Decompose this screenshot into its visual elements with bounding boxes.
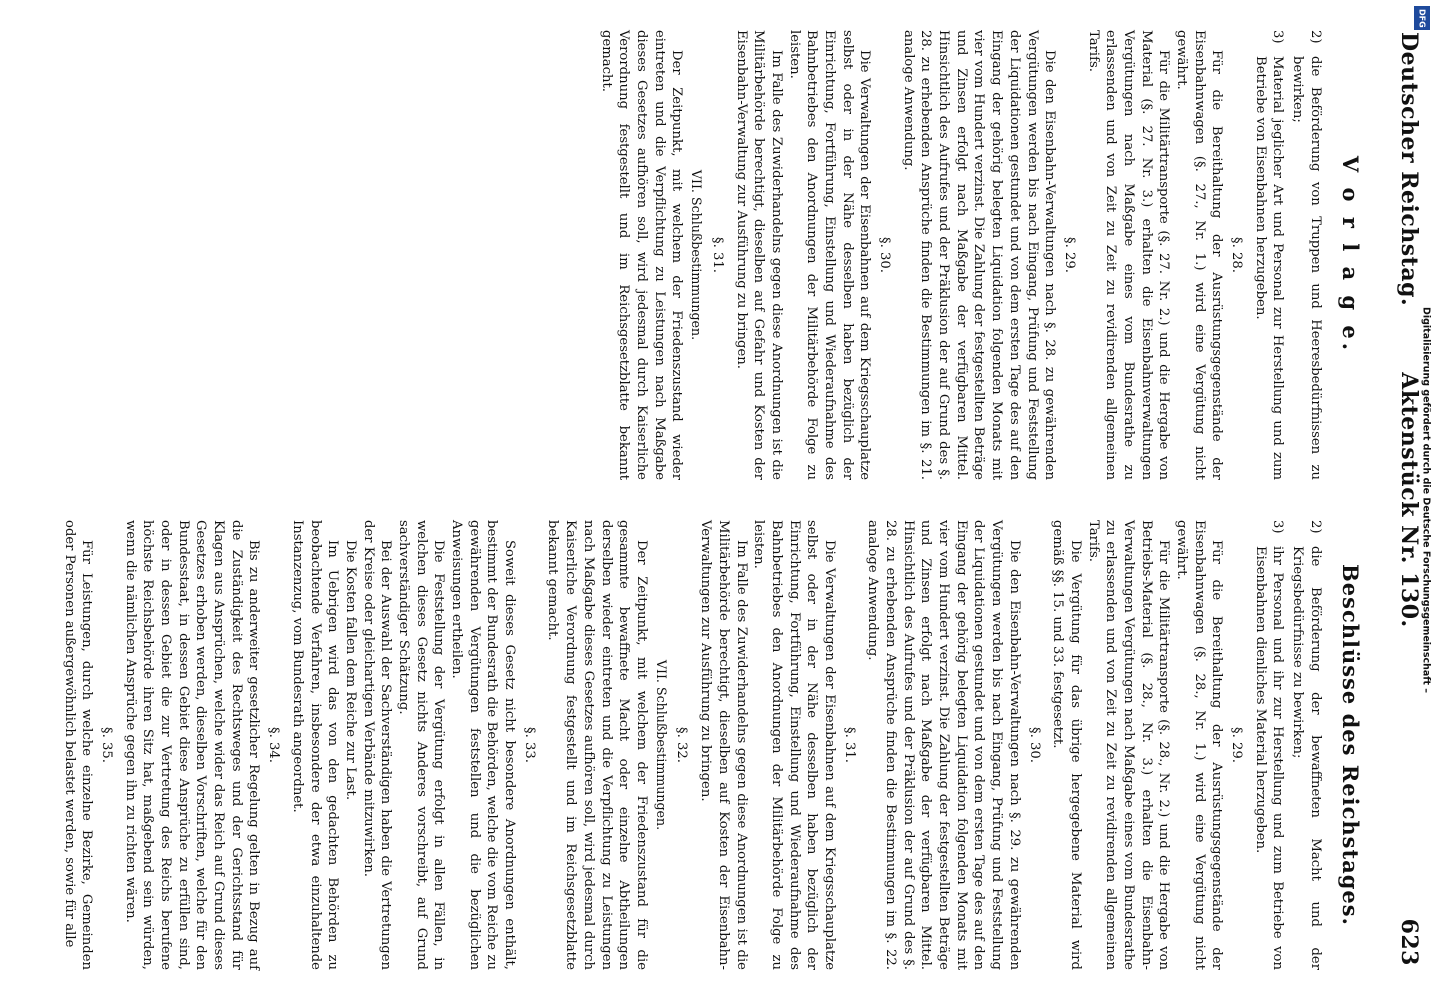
section-heading: §. 31. [709,237,725,273]
column-title: V o r l a g e. [1338,155,1363,355]
item-number: 3) [1270,30,1286,44]
item-number: 2) [1307,520,1323,534]
section-heading: §. 29. [1061,237,1077,273]
paragraph: Die Feststellung der Vergütung erfolgt in allen Fällen, in welchen dieses Gesetz nichts Anderes vorschreibt, auf Grund sachverständiger Schätzung. [396,520,447,970]
paragraph: Bis zu anderweiter gesetzlicher Regelung gelten in Bezug auf die Zuständigkeit des Rechtsweges und der Gerichtsstand für Klagen aus Ansprüchen, welche wider das Reich auf Grund dieses Gesetzes erhoben werden, dieselben Vorschriften, welche für den Bundesstaat, in dessen Gebiet diese Ansprüche zu erfüllen sind, oder in dessen Gebiet die zur Vertretung des Reichs berufene höchste Reichsbehörde ihren Sitz hat, maßgebend sein würden, wenn die nämlichen Ansprüche gegen ihn zu richten wären. [122,520,262,970]
section-heading: §. 33. [521,727,537,763]
item-text: Material jeglicher Art und Personal zur Herstellung und zum Betriebe von Eisenbahnen herzugeben. [1252,56,1286,480]
section-heading: §. 35. [99,727,114,763]
paragraph: Im Falle des Zuwiderhandelns gegen diese Anordnungen ist die Militärbehörde berechtigt, dieselben auf Kosten der Eisenbahn-Verwaltungen zur Ausführung zu bringen. [698,520,749,970]
section-heading: §. 34. [266,727,282,763]
paragraph: Für die Bereithaltung der Ausrüstungsgegenstände der Eisenbahnwagen (§. 27., Nr. 1.) wird eine Vergütung nicht gewährt. [1174,30,1225,480]
list-item [1289,30,1324,480]
right-column-beschluesse [61,520,1370,970]
paragraph: Die Verwaltungen der Eisenbahnen auf dem Kriegsschauplatze selbst oder in der Nähe desselben haben bezüglich der Einrichtung, Fortführung, Einstellung und Wiederaufnahme des Bahnbetriebes den Anordnungen der Militärbehörde Folge zu leisten. [751,520,837,970]
section-heading: §. 28. [1229,237,1245,273]
paragraph: Für Leistungen, durch welche einzelne Bezirke, Gemeinden oder Personen außergewöhnlich belastet werden, sowie für alle [61,520,95,970]
paragraph: Für die Militärtransporte (§. 27. Nr. 2.) und die Hergabe von Material (§. 27. Nr. 3.) erhalten die Eisenbahnverwaltungen Vergütungen nach Maßgabe eines vom Bundesrathe zu erlassenden und von Zeit zu Zeit zu revidirenden allgemeinen Tarifs. [1085,30,1172,480]
paragraph: Im Falle des Zuwiderhandelns gegen diese Anordnungen ist die Militärbehörde berechtigt, dieselben auf Gefahr und Kosten der Eisenbahn-Verwaltung zur Ausführung zu bringen. [733,30,784,480]
paragraph: Die Kosten fallen dem Reiche zur Last. [342,540,358,801]
item-text: die Beförderung der bewaffneten Macht und der Kriegsbedürfnisse zu bewirken; [1290,546,1323,970]
column-title: Beschlüsse des Reichstages. [1338,564,1363,926]
list-item [1289,520,1324,970]
item-number: 2) [1307,30,1323,44]
paragraph: Der Zeitpunkt, mit welchem der Friedenszustand für die gesammte bewaffnete Macht oder einzelne Abtheilungen derselben wieder eintreten und die Verpflichtung zu Leistungen nach Maßgabe dieses Gesetzes aufhören soll, wird jedesmal durch Kaiserliche Verordnung festgestellt und im Reichsgesetzblatte bekannt gemacht. [545,520,649,970]
subsection-heading: VII. Schlußbestimmungen. [689,169,705,341]
left-column-vorlage [170,30,1370,480]
paragraph: Der Zeitpunkt, mit welchem der Friedenszustand wieder eintreten und die Verpflichtung zu Leistungen nach Maßgabe dieses Gesetzes aufhören soll, wird jedesmal durch Kaiserliche Verordnung festgestellt und im Reichsgesetzblatte bekannt gemacht. [598,30,685,480]
digitization-note: Digitalisierung gefördert durch die Deutsche Forschungsgemeinschaft – [1420,306,1432,694]
item-text: ihr Personal und ihr zur Herstellung und zum Betriebe von Eisenbahnen dienliches Material herzugeben. [1252,546,1286,970]
paragraph: Die Verwaltungen der Eisenbahnen auf dem Kriegsschauplatze selbst oder in der Nähe desselben haben bezüglich der Einrichtung, Fortführung, Einstellung und Wiederaufnahme des Bahnbetriebes den Anordnungen der Militärbehörde Folge zu leisten. [786,30,873,480]
paragraph: Bei der Auswahl der Sachverständigen haben die Vertretungen der Kreise oder gleichartigen Verbände mitzuwirken. [360,520,394,970]
list-item [1251,520,1286,970]
section-heading: §. 30. [877,237,893,273]
paragraph: Für die Militärtransporte (§. 28., Nr. 2.) und die Hergabe von Betriebs-Material (§. 28., Nr. 3.) erhalten die Eisenbahn-Verwaltungen Vergütungen nach Maßgabe eines vom Bundesrathe zu erlassenden und von Zeit zu Zeit zu revidirenden allgemeinen Tarifs. [1085,520,1172,970]
paragraph: Die den Eisenbahn-Verwaltungen nach §. 28. zu gewährenden Vergütungen werden bis nach Eingang, Prüfung und Feststellung der Liquidationen gestundet und von dem ersten Tage des auf den Eingang der gehörig belegten Liquidation folgenden Monats mit vier vom Hundert verzinst. Die Zahlung der festgestellten Beträge und Zinsen erfolgt nach Maßgabe der verfügbaren Mittel. Hinsichtlich des Aufrufes und der Präklusion der auf Grund des §. 28. zu erhebenden Ansprüche finden die Bestimmungen im §. 21. analoge Anwendung. [900,30,1058,480]
section-heading: §. 29. [1229,727,1245,763]
running-head-center: Aktenstück Nr. 130. [1396,372,1422,628]
paragraph: Im Uebrigen wird das von den gedachten Behörden zu beobachtende Verfahren, insbesondere der etwa einzuhaltende Instanzenzug, vom Bundesrath angeordnet. [289,520,341,970]
paragraph: Die den Eisenbahn-Verwaltungen nach §. 29. zu gewährenden Vergütungen werden bis nach Eingang, Prüfung und Feststellung der Liquidationen gestundet und von dem ersten Tage des auf den Eingang der gehörig belegten Liquidation folgenden Monats mit vier vom Hundert verzinst. Die Zahlung der festgestellten Beträge und Zinsen erfolgt nach Maßgabe der verfügbaren Mittel. Hinsichtlich des Aufrufes und der Präklusion der auf Grund des §. 28. zu erhebenden Ansprüche finden die Bestimmungen im §. 22. analoge Anwendung. [865,520,1022,970]
running-head-left: Deutscher Reichstag. [1396,32,1422,307]
page-number: 623 [1396,918,1422,966]
item-text: die Beförderung von Truppen und Heeresbedürfnissen zu bewirken; [1290,56,1323,480]
item-number: 3) [1270,520,1286,534]
paragraph: Die Vergütung für das übrige hergegebene Material wird gemäß §§. 15. und 33. festgesetzt. [1050,520,1083,970]
section-heading: §. 31. [841,727,857,763]
section-heading: §. 32. [674,727,690,763]
list-item [1251,30,1286,480]
paragraph: Soweit dieses Gesetz nicht besondere Anordnungen enthält, bestimmt der Bundesrath die Behörden, welche die vom Reiche zu gewährenden Vergütungen feststellen und die bezüglichen Anweisungen ertheilen. [449,520,518,970]
dfg-logo: DFG [1414,6,1430,30]
paragraph: Für die Bereithaltung der Ausrüstungsgegenstände der Eisenbahnwagen (§. 28., Nr. 1.) wird eine Vergütung nicht gewährt. [1174,520,1225,970]
subsection-heading: VII. Schlußbestimmungen. [653,659,669,831]
section-heading: §. 30. [1026,727,1042,763]
